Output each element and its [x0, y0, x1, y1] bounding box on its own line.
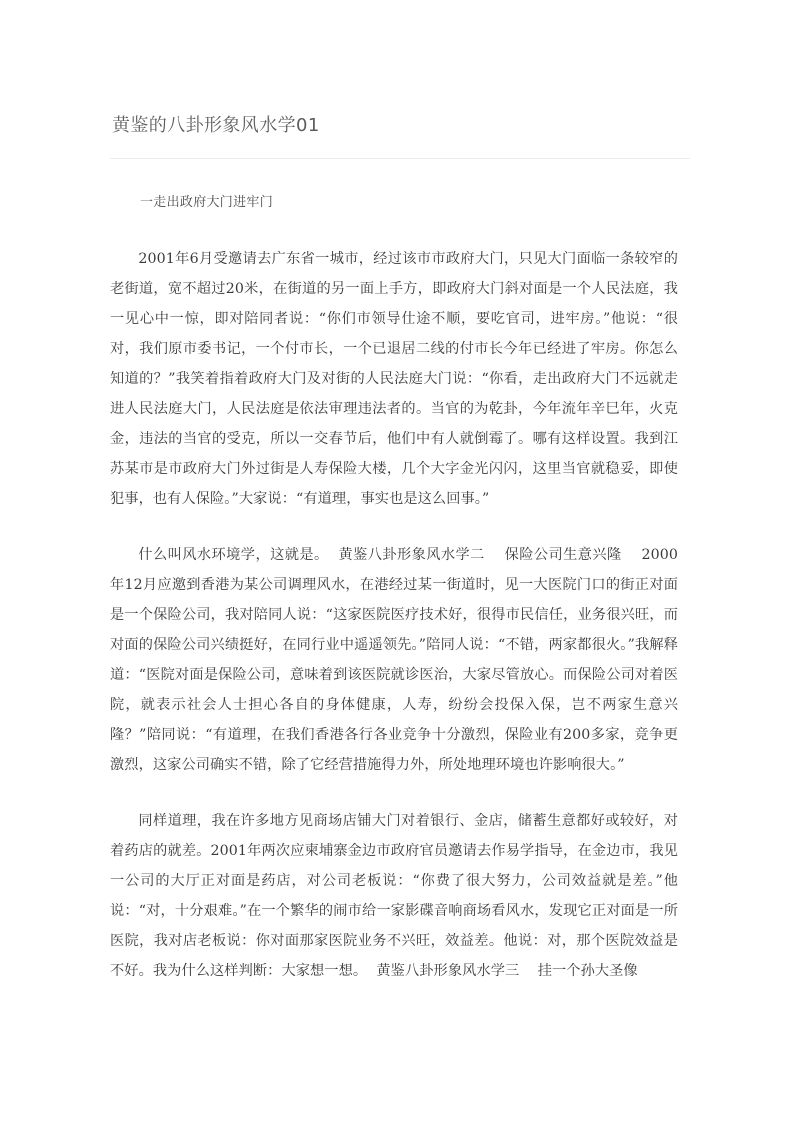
page-title: 黄鉴的八卦形象风水学01	[112, 115, 320, 136]
title-divider	[110, 158, 690, 159]
paragraph-2: 什么叫风水环境学，这就是。 黄鉴八卦形象风水学二 保险公司生意兴隆 2000年12月应邀到香港为某公司调理风水，在港经过某一街道时，见一大医院门口的街正对面是一个保险公司，我对陪同人说：“这家医院医疗技术好，很得市民信任，业务很兴旺，而对面的保险公司兴绩挺好，在同行业中遥遥领先。”陪同人说：“不错，两家都很火。”我解释道：“医院对面是保险公司，意味着到该医院就诊医治，大家尽管放心。而保险公司对着医院，就表示社会人士担心各自的身体健康，人寿，纷纷会投保入保，岂不两家生意兴隆？”陪同说：“有道理，在我们香港各行各业竞争十分激烈，保险业有200多家，竞争更激烈，这家公司确实不错，除了它经营措施得力外，所处地理环境也许影响很大。”	[110, 546, 678, 773]
spacer-after-divider	[110, 167, 680, 193]
paragraph-1: 2001年6月受邀请去广东省一城市，经过该市市政府大门，只见大门面临一条较窄的老街道，宽不超过20米，在街道的另一面上手方，即政府大门斜对面是一个人民法庭，我一见心中一惊，即对陪同者说：“你们市领导仕途不顺，要吃官司，进牢房。”他说：“很对，我们原市委书记，一个付市长，一个已退居二线的付市长今年已经进了牢房。你怎么知道的？”我笑着指着政府大门及对街的人民法庭大门说：“你看，走出政府大门不远就走进人民法庭大门，人民法庭是依法审理违法者的。当官的为乾卦，今年流年辛巳年，火克金，违法的当官的受克，所以一交春节后，他们中有人就倒霉了。哪有这样设置。我到江苏某市是市政府大门外过街是人寿保险大楼，几个大字金光闪闪，这里当官就稳妥，即使犯事，也有人保险。”大家说：“有道理，事实也是这么回事。”	[110, 250, 678, 507]
paragraph-3: 同样道理，我在许多地方见商场店铺大门对着银行、金店，储蓄生意都好或较好，对着药店的就差。2001年两次应柬埔寨金边市政府官员邀请去作易学指导，在金边市，我见一公司的大厅正对面是药店，对公司老板说：“你费了很大努力，公司效益就是差。”他说：“对，十分艰难。”在一个繁华的闹市给一家影碟音响商场看风水，发现它正对面是一所医院，我对店老板说：你对面那家医院业务不兴旺，效益差。他说：对，那个医院效益是不好。我为什么这样判断：大家想一想。 黄鉴八卦形象风水学三 挂一个孙大圣像	[110, 812, 678, 979]
document-body	[110, 112, 680, 986]
section-heading: 一走出政府大门进牢门	[140, 195, 274, 210]
spacer-after-heading	[110, 214, 680, 244]
